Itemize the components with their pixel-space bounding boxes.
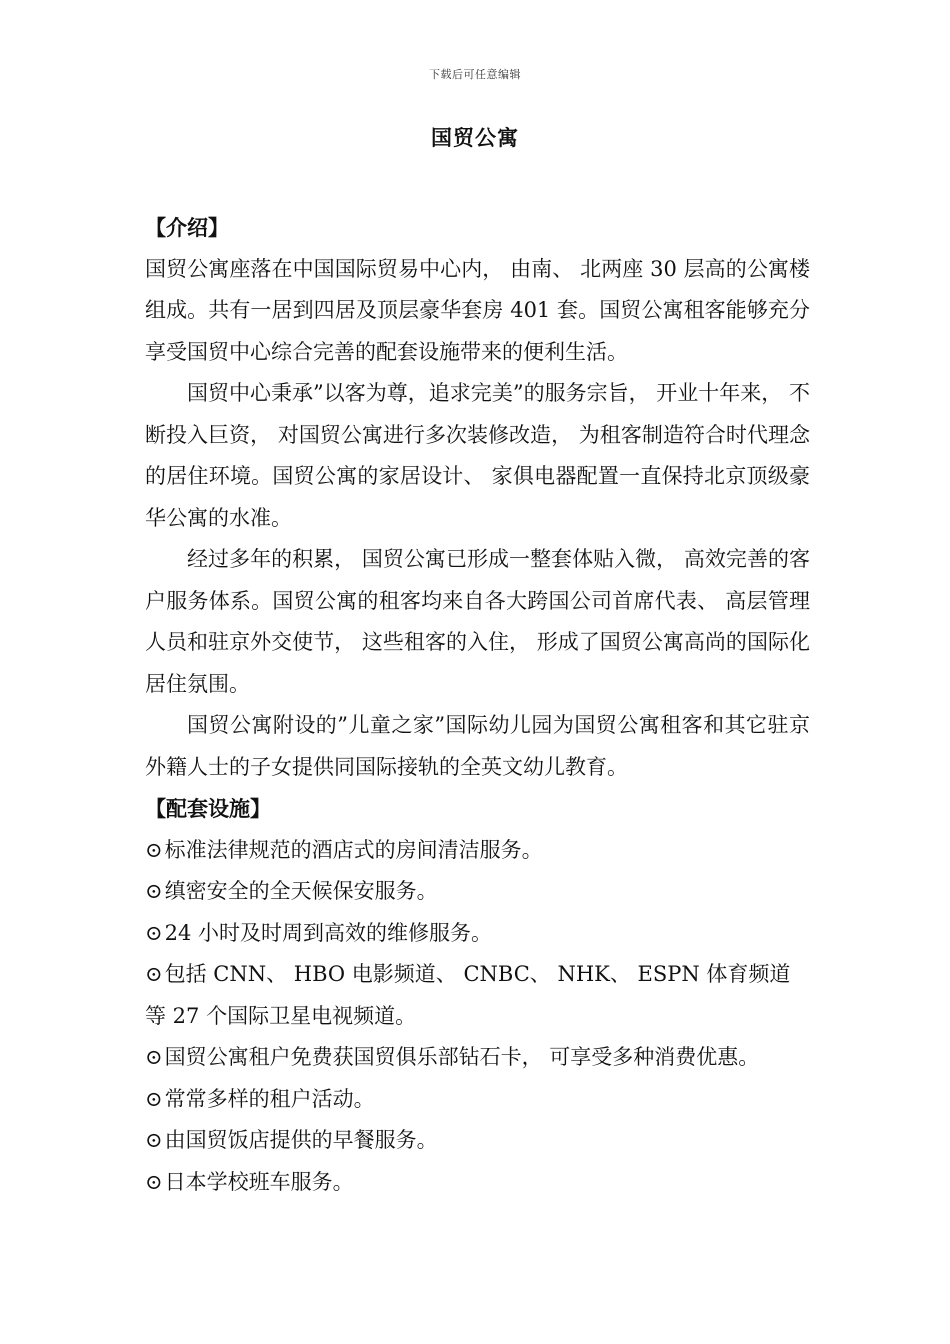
bullet-icon: ⊙ [145,1169,163,1194]
facility-text: 国贸公寓租户免费获国贸俱乐部钻石卡， 可享受多种消费优惠。 [164,1045,760,1069]
facility-item [145,1079,810,1121]
facility-text: 常常多样的租户活动。 [164,1086,375,1111]
bullet-icon: ⊙ [145,837,163,862]
bullet-icon: ⊙ [145,1086,163,1111]
intro-paragraph: 经过多年的积累， 国贸公寓已形成一整套体贴入微， 高效完善的客户服务体系。国贸公寓的租客均来自各大跨国公司首席代表、 高层管理人员和驻京外交使节， 这些租客的入住， 形成了国贸公寓高尚的国际化居住氛围。 [145,547,810,696]
facility-text: 日本学校班车服务。 [164,1169,354,1194]
bullet-icon: ⊙ [145,879,163,903]
facility-item [145,1120,810,1162]
section-heading-intro: 【介绍】 [145,215,229,240]
facility-item [145,954,810,1037]
facility-text: 由国贸饭店提供的早餐服务。 [164,1128,438,1152]
facility-text: 24 小时及时周到高效的维修服务。 [164,920,493,945]
document-title: 国贸公寓 [431,125,519,150]
facility-item [145,913,810,955]
header-note: 下载后可任意编辑 [429,68,521,81]
document-body [145,207,810,1203]
facility-item [145,830,810,872]
intro-paragraph: 国贸公寓座落在中国国际贸易中心内， 由南、 北两座 30 层高的公寓楼组成。共有一居到四居及顶层豪华套房 401 套。国贸公寓租客能够充分享受国贸中心综合完善的配套设施带来的便利生活。 [145,256,810,364]
facility-item [145,1037,810,1079]
facility-item [145,1162,810,1204]
facility-text: 标准法律规范的酒店式的房间清洁服务。 [164,837,543,862]
bullet-icon: ⊙ [145,1128,163,1152]
facility-text: 缜密安全的全天候保安服务。 [164,879,438,903]
section-heading-facilities: 【配套设施】 [145,796,271,821]
intro-paragraph: 国贸中心秉承”以客为尊，追求完美”的服务宗旨， 开业十年来， 不断投入巨资， 对国贸公寓进行多次装修改造， 为租客制造符合时代理念的居住环境。国贸公寓的家居设计、 家俱电器配置一直保持北京顶级豪华公寓的水准。 [145,381,810,530]
facility-text: 包括 CNN、 HBO 电影频道、 CNBC、 NHK、 ESPN 体育频道等 27 个国际卫星电视频道。 [145,962,791,1028]
bullet-icon: ⊙ [145,1045,163,1069]
facility-item [145,871,810,913]
intro-paragraph: 国贸公寓附设的”儿童之家”国际幼儿园为国贸公寓租客和其它驻京外籍人士的子女提供同国际接轨的全英文幼儿教育。 [145,713,810,779]
bullet-icon: ⊙ [145,962,163,986]
bullet-icon: ⊙ [145,920,163,945]
